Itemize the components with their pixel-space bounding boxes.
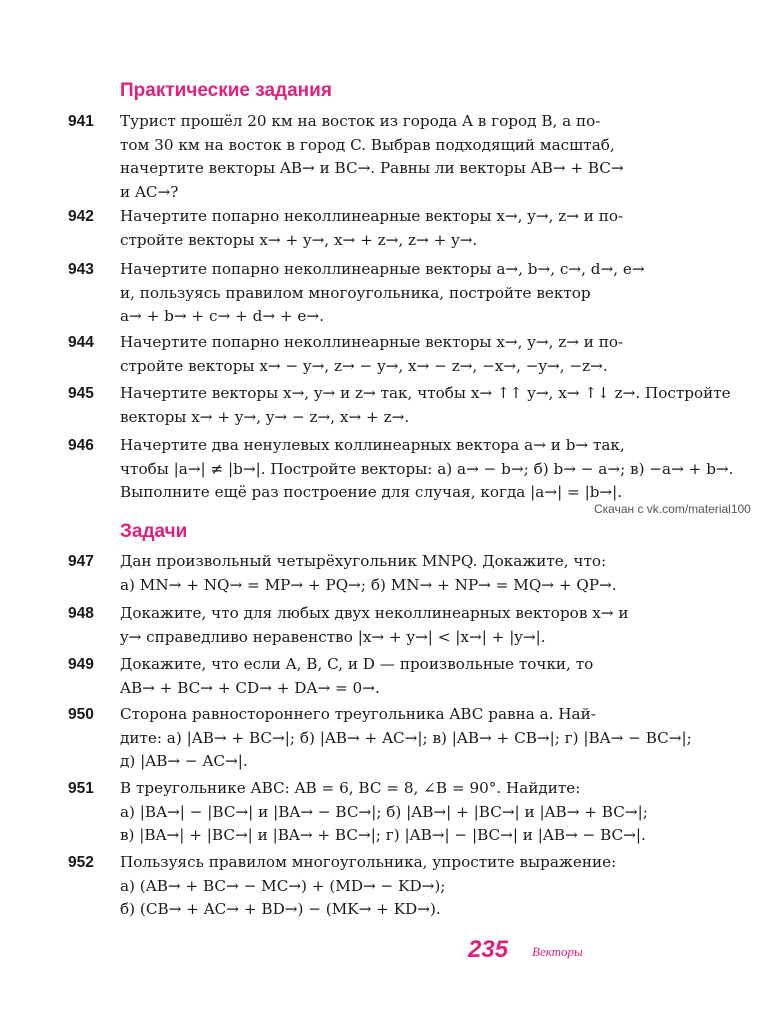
task-number: 948 bbox=[68, 605, 94, 622]
task-951 bbox=[68, 777, 688, 848]
task-line: a→ + b→ + c→ + d→ + e→. bbox=[120, 307, 324, 325]
task-line: Докажите, что для любых двух неколлинеарных векторов x→ и bbox=[120, 604, 629, 622]
task-941 bbox=[68, 110, 688, 204]
task-number: 947 bbox=[68, 553, 94, 570]
task-number: 944 bbox=[68, 334, 94, 351]
task-line: Сторона равностороннего треугольника ABC равна a. Най- bbox=[120, 705, 596, 723]
task-number: 952 bbox=[68, 854, 94, 871]
task-line: Турист прошёл 20 км на восток из города A в город B, а по- bbox=[120, 112, 601, 130]
task-949 bbox=[68, 653, 688, 700]
task-945 bbox=[68, 382, 731, 429]
task-line: и, пользуясь правилом многоугольника, постройте вектор bbox=[120, 283, 591, 302]
task-line: Выполните ещё раз построение для случая, когда |a→| = |b→|. bbox=[120, 483, 623, 501]
section-heading-tasks: Задачи bbox=[120, 521, 188, 542]
task-942 bbox=[68, 205, 688, 252]
task-948 bbox=[68, 602, 688, 649]
task-line: Дан произвольный четырёхугольник MNPQ. Докажите, что: bbox=[120, 552, 607, 570]
task-line: y→ справедливо неравенство |x→ + y→| < |x→| + |y→|. bbox=[120, 627, 546, 646]
task-line: Начертите попарно неколлинеарные векторы x→, y→, z→ и по- bbox=[120, 333, 624, 351]
task-number: 951 bbox=[68, 780, 94, 797]
task-line: том 30 км на восток в город C. Выбрав подходящий масштаб, bbox=[120, 135, 615, 154]
task-952 bbox=[68, 851, 688, 922]
task-line: Пользуясь правилом многоугольника, упростите выражение: bbox=[120, 853, 617, 871]
page-number: 235 bbox=[468, 936, 509, 963]
task-number: 949 bbox=[68, 656, 94, 673]
task-line: Начертите два ненулевых коллинеарных вектора a→ и b→ так, bbox=[120, 436, 625, 454]
task-line: а) MN→ + NQ→ = MP→ + PQ→; б) MN→ + NP→ = MQ→ + QP→. bbox=[120, 575, 617, 594]
task-number: 946 bbox=[68, 437, 94, 454]
task-943 bbox=[68, 258, 688, 329]
task-number: 950 bbox=[68, 706, 94, 723]
task-line: Начертите попарно неколлинеарные векторы x→, y→, z→ и по- bbox=[120, 207, 624, 225]
task-line: д) |AB→ − AC→|. bbox=[120, 752, 248, 770]
task-950 bbox=[68, 703, 692, 774]
task-line: векторы x→ + y→, y→ − z→, x→ + z→. bbox=[120, 407, 410, 426]
task-line: в) |BA→| + |BC→| и |BA→ + BC→|; г) |AB→| − |BC→| и |AB→ − BC→|. bbox=[120, 826, 646, 844]
task-line: а) |BA→| − |BC→| и |BA→ − BC→|; б) |AB→| + |BC→| и |AB→ + BC→|; bbox=[120, 802, 648, 821]
task-number: 941 bbox=[68, 113, 94, 130]
task-line: стройте векторы x→ + y→, x→ + z→, z→ + y→. bbox=[120, 230, 478, 249]
task-line: Начертите векторы x→, y→ и z→ так, чтобы x→ ↑↑ y→, x→ ↑↓ z→. Постройте bbox=[120, 384, 731, 402]
task-944 bbox=[68, 331, 688, 378]
task-line: и AC→? bbox=[120, 182, 179, 201]
task-line: Докажите, что если A, B, C, и D — произвольные точки, то bbox=[120, 655, 594, 673]
task-number: 942 bbox=[68, 208, 94, 225]
task-947 bbox=[68, 550, 688, 597]
task-line: начертите векторы AB→ и BC→. Равны ли векторы AB→ + BC→ bbox=[120, 159, 624, 177]
task-line: Начертите попарно неколлинеарные векторы a→, b→, c→, d→, e→ bbox=[120, 260, 645, 278]
task-line: а) (AB→ + BC→ − MC→) + (MD→ − KD→); bbox=[120, 876, 446, 895]
task-line: стройте векторы x→ − y→, z→ − y→, x→ − z→, −x→, −y→, −z→. bbox=[120, 356, 608, 375]
task-line: чтобы |a→| ≠ |b→|. Постройте векторы: а) a→ − b→; б) b→ − a→; в) −a→ + b→. bbox=[120, 459, 734, 478]
task-946 bbox=[68, 434, 734, 505]
section-heading-practice: Практические задания bbox=[120, 80, 332, 101]
task-line: б) (CB→ + AC→ + BD→) − (MK→ + KD→). bbox=[120, 900, 441, 918]
running-footer-title: Векторы bbox=[532, 944, 583, 959]
task-line: В треугольнике ABC: AB = 6, BC = 8, ∠B = 90°. Найдите: bbox=[120, 779, 581, 797]
task-line: дите: а) |AB→ + BC→|; б) |AB→ + AC→|; в) |AB→ + CB→|; г) |BA→ − BC→|; bbox=[120, 728, 692, 747]
watermark: Скачан с vk.com/material100 bbox=[594, 502, 751, 516]
task-number: 943 bbox=[68, 261, 94, 278]
task-line: AB→ + BC→ + CD→ + DA→ = 0→. bbox=[120, 678, 380, 697]
task-number: 945 bbox=[68, 385, 94, 402]
